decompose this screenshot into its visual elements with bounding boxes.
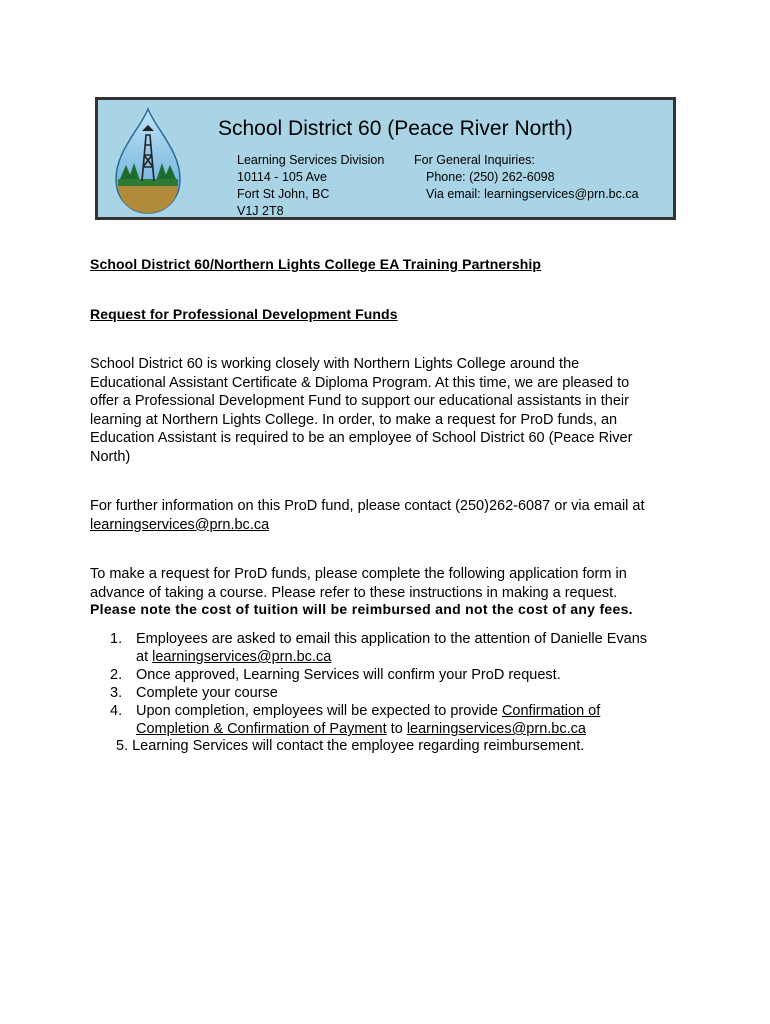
- step-email-link[interactable]: learningservices@prn.bc.ca: [152, 649, 332, 665]
- postal-code: V1J 2T8: [237, 204, 284, 218]
- step-text: to: [386, 721, 407, 737]
- step-number: 3.: [110, 685, 123, 701]
- city: Fort St John, BC: [237, 187, 330, 201]
- step-number: 1.: [110, 631, 123, 647]
- partnership-heading: School District 60/Northern Lights College EA Training Partnership: [90, 256, 542, 272]
- step-text: Complete your course: [136, 685, 278, 701]
- step-text: Once approved, Learning Services will confirm your ProD request.: [136, 667, 561, 683]
- intro-line: North): [90, 448, 131, 465]
- district-logo: [110, 107, 186, 215]
- intro-line: offer a Professional Development Fund to support our educational assistants in their: [90, 393, 629, 409]
- request-paragraph: [90, 565, 690, 602]
- confirmation-link[interactable]: Confirmation of: [501, 703, 601, 719]
- step-4: [110, 702, 647, 738]
- intro-line: Educational Assistant Certificate & Diploma Program. At this time, we are pleased to: [90, 374, 630, 391]
- contact-email-link[interactable]: learningservices@prn.bc.ca: [90, 516, 270, 533]
- contact-paragraph: [90, 497, 690, 534]
- intro-line: learning at Northern Lights College. In order, to make a request for ProD funds, an: [90, 411, 618, 428]
- step-number: 2.: [110, 667, 123, 683]
- contact-line: For further information on this ProD fund, please contact (250)262-6087 or via email at: [90, 498, 645, 514]
- intro-paragraph: [90, 355, 690, 466]
- instruction-steps: [110, 630, 647, 738]
- step-3: [110, 684, 647, 702]
- general-inquiries: [414, 152, 639, 203]
- request-heading: Request for Professional Development Funds: [90, 306, 398, 322]
- step-5: 5. Learning Services will contact the employee regarding reimbursement.: [116, 738, 585, 754]
- letterhead: [95, 97, 676, 220]
- step-1: [110, 630, 647, 666]
- inquiries-phone: Phone: (250) 262-6098: [426, 170, 555, 184]
- letterhead-title: School District 60 (Peace River North): [218, 117, 573, 140]
- step-text: at: [136, 649, 153, 665]
- inquiries-email: Via email: learningservices@prn.bc.ca: [426, 187, 639, 201]
- step-text: Employees are asked to email this application to the attention of Danielle Evans: [136, 631, 648, 647]
- request-line: advance of taking a course. Please refer to these instructions in making a request.: [90, 584, 618, 601]
- step-text: Upon completion, employees will be expected to provide: [136, 703, 502, 719]
- tuition-note: Please note the cost of tuition will be reimbursed and not the cost of any fees.: [90, 601, 633, 617]
- division-address: [237, 152, 384, 220]
- step-email-link[interactable]: learningservices@prn.bc.ca: [406, 721, 586, 737]
- intro-line: School District 60 is working closely with Northern Lights College around the: [90, 356, 580, 372]
- intro-line: Education Assistant is required to be an employee of School District 60 (Peace River: [90, 430, 633, 446]
- step-number: 4.: [110, 703, 123, 719]
- request-line: To make a request for ProD funds, please complete the following application form in: [90, 566, 627, 582]
- street-address: 10114 - 105 Ave: [237, 170, 327, 184]
- division-name: Learning Services Division: [237, 153, 385, 167]
- confirmation-link[interactable]: Completion & Confirmation of Payment: [136, 721, 387, 737]
- inquiries-heading: For General Inquiries:: [414, 153, 535, 167]
- step-2: [110, 666, 647, 684]
